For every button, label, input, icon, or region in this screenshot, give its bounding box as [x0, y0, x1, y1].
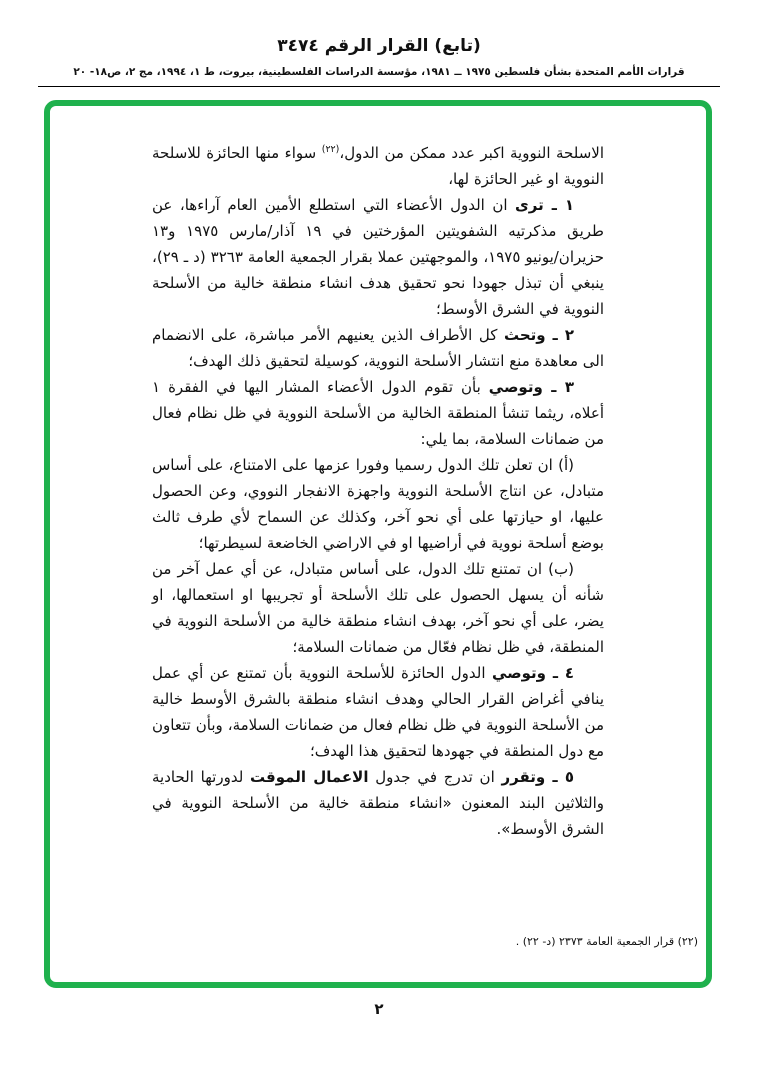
paragraph-segment: الاسلحة النووية اكبر عدد ممكن من الدول، — [339, 144, 604, 162]
header-divider — [38, 86, 720, 87]
body-paragraph — [152, 660, 604, 764]
paragraph-segment: ٥ ـ وتقرر — [501, 768, 574, 786]
green-border-frame — [44, 100, 712, 988]
body-paragraph — [152, 192, 604, 322]
paragraph-segment: ان تمتنع تلك الدول، على أساس متبادل، عن أي عمل آخر من شأنه أن يسهل الحصول على تلك الأسلحة أو تجريبها او استعمالها، او يضر، على أي نحو آخر، بهدف انشاء منطقة خالية من الأسلحة النووية في المنطقة، في ظل نظام فعّال من ضمانات السلامة؛ — [152, 560, 604, 656]
footnote-marker: (٢٢) — [321, 144, 340, 155]
paragraph-segment: ٤ ـ وتوصي — [491, 664, 575, 682]
paragraph-segment: (أ) — [558, 456, 574, 474]
paragraph-segment: (ب) — [548, 560, 574, 578]
paragraph-segment: ٢ ـ وتحث — [503, 326, 574, 344]
paragraph-segment: الاعمال الموقت — [250, 768, 369, 786]
body-paragraph — [152, 322, 604, 374]
paragraph-segment: ان تدرج في جدول — [368, 768, 502, 786]
page-number: ٢ — [374, 1000, 384, 1018]
body-paragraph — [152, 556, 604, 660]
source-citation-line: قرارات الأمم المتحدة بشأن فلسطين ١٩٧٥ ــ ١٩٨١، مؤسسة الدراسات الفلسطينية، بيروت، ط ١، ١٩٩٤، مج ٢، ص١٨- ٢٠ — [73, 66, 685, 78]
paragraph-segment: الدول الحائزة للأسلحة النووية بأن تمتنع عن أي عمل ينافي أغراض القرار الحالي وهدف انشاء منطقة بالشرق الأوسط خالية من الأسلحة النووية في ظل نظام فعال من ضمانات السلامة، وبأن تتعاون مع دول المنطقة في جهودها لتحقيق هذا الهدف؛ — [152, 664, 604, 760]
body-paragraph — [152, 374, 604, 452]
paragraph-segment: ١ ـ ترى — [515, 196, 574, 214]
paragraph-segment: ان الدول الأعضاء التي استطلع الأمين العام آراءها، عن طريق مذكرتيه الشفويتين المؤرختين في ١٩ آذار/مارس ١٩٧٥ و١٣ حزيران/يونيو ١٩٧٥، والموجهتين عملا بقرار الجمعية العامة ٣٢٦٣ (د ـ ٢٩)، ينبغي أن تبذل جهودا نحو تحقيق هدف انشاء منطقة خالية من الأسلحة النووية في الشرق الأوسط؛ — [152, 196, 604, 318]
body-paragraph — [152, 764, 604, 842]
body-paragraph — [152, 452, 604, 556]
page-title: (تابع) القرار الرقم ٣٤٧٤ — [277, 36, 481, 56]
paragraph-segment: بأن تقوم الدول الأعضاء المشار اليها في الفقرة ١ أعلاه، ريثما تنشأ المنطقة الخالية من الأسلحة النووية في ظل نظام فعال من ضمانات السلامة، بما يلي: — [152, 378, 604, 448]
paragraph-segment: ٣ ـ وتوصي — [488, 378, 574, 396]
paragraph-segment: سواء منها الحائزة للاسلحة النووية او غير الحائزة لها، — [152, 144, 604, 188]
footnote: (٢٢) قرار الجمعية العامة ٢٣٧٣ (د- ٢٢) . — [515, 935, 698, 948]
paragraph-segment: ان تعلن تلك الدول رسميا وفورا عزمها على الامتناع، على أساس متبادل، عن انتاج الأسلحة النووية واجهزة الانفجار النووي، وعن الحصول عليها، او حيازتها على أي نحو آخر، وكذلك عن السماح لأي طرف ثالث بوضع أسلحة نووية في أراضيها او في الاراضي الخاضعة لسيطرتها؛ — [152, 456, 604, 552]
paragraph-segment: كل الأطراف الذين يعنيهم الأمر مباشرة، على الانضمام الى معاهدة منع انتشار الأسلحة النووية، كوسيلة لتحقيق ذلك الهدف؛ — [152, 326, 604, 370]
body-paragraph — [152, 140, 604, 192]
body-text — [152, 140, 604, 842]
paragraph-segment: لدورتها الحادية والثلاثين البند المعنون «انشاء منطقة خالية من الأسلحة النووية في الشرق الأوسط». — [152, 768, 604, 838]
